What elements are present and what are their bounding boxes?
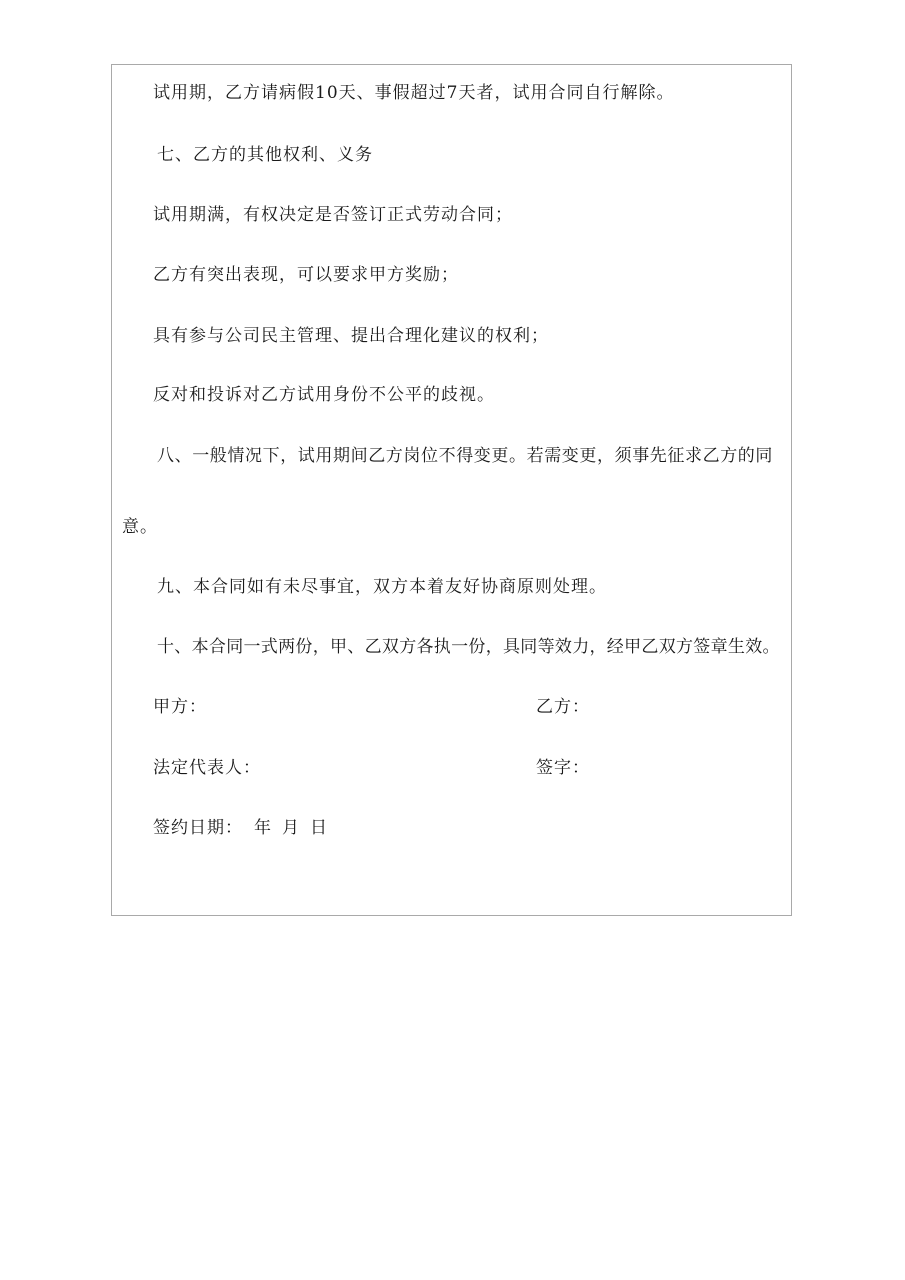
clause-7-item-2: 乙方有突出表现，可以要求甲方奖励；: [153, 265, 459, 285]
month-label: 月: [282, 818, 300, 838]
clause-7-item-4: 反对和投诉对乙方试用身份不公平的歧视。: [153, 385, 495, 405]
clause-8-line-2: 意。: [122, 517, 158, 537]
clause-8-line-1: 八、一般情况下，试用期间乙方岗位不得变更。若需变更，须事先征求乙方的同: [157, 446, 773, 466]
party-a-label: 甲方：: [153, 697, 207, 717]
clause-10: 十、本合同一式两份，甲、乙双方各执一份，具同等效力，经甲乙双方签章生效。: [157, 637, 780, 657]
signing-date-label: 签约日期：: [153, 818, 243, 838]
clause-7-item-3: 具有参与公司民主管理、提出合理化建议的权利；: [153, 326, 549, 346]
clause-6-tail: 试用期，乙方请病假10天、事假超过7天者，试用合同自行解除。: [153, 83, 675, 103]
clause-7-item-1: 试用期满，有权决定是否签订正式劳动合同；: [153, 205, 513, 225]
clause-9: 九、本合同如有未尽事宜，双方本着友好协商原则处理。: [157, 577, 607, 597]
day-label: 日: [310, 818, 328, 838]
signature-label: 签字：: [536, 758, 590, 778]
page-frame: [111, 64, 792, 916]
legal-representative-label: 法定代表人：: [153, 758, 261, 778]
party-b-label: 乙方：: [536, 697, 590, 717]
year-label: 年: [254, 818, 272, 838]
clause-7-heading: 七、乙方的其他权利、义务: [157, 145, 373, 165]
